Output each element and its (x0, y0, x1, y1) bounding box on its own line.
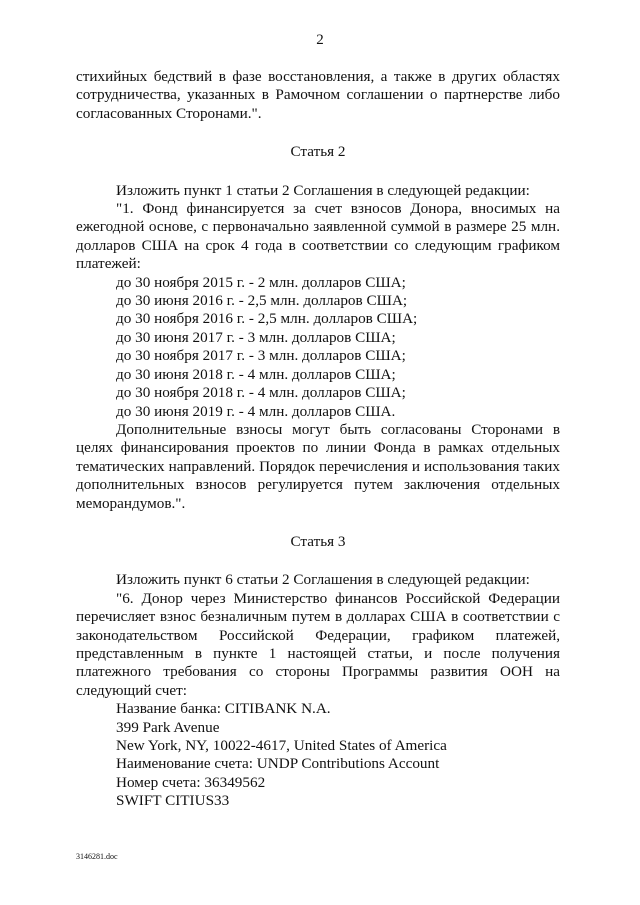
schedule-item: до 30 июня 2017 г. - 3 млн. долларов США; (116, 328, 396, 346)
bank-name: Название банка: CITIBANK N.A. (116, 700, 331, 718)
schedule-item: до 30 ноября 2016 г. - 2,5 млн. долларов США; (116, 310, 418, 328)
article-2-body: "1. Фонд финансируется за счет взносов Донора, вносимых на ежегодной основе, с первоначально заявленной суммой в размере 25 млн. долларов США на срок 4 года в соответствии со следующим графиком платежей: (76, 200, 560, 273)
top-paragraph: стихийных бедствий в фазе восстановления, а также в других областях сотрудничества, указанных в Рамочном соглашении о партнерстве либо согласованных Сторонами.". (76, 68, 560, 122)
schedule-item: до 30 ноября 2015 г. - 2 млн. долларов США; (116, 273, 406, 291)
schedule-item: до 30 июня 2018 г. - 4 млн. долларов США; (116, 365, 396, 383)
file-name-footer: 3146281.doc (76, 852, 118, 861)
bank-city: New York, NY, 10022-4617, United States of America (116, 737, 447, 754)
schedule-item: до 30 ноября 2017 г. - 3 млн. долларов США; (116, 347, 406, 365)
page-number: 2 (316, 32, 324, 48)
article-3-body: "6. Донор через Министерство финансов Российской Федерации перечисляет взнос безналичным путем в долларах США в соответствии с законодательством Российской Федерации, графиком платежей, представленным в пункте 1 настоящей статьи, и после получения платежного требования со стороны Программы развития ООН на следующий счет: (76, 589, 560, 699)
article-2-intro: Изложить пункт 1 статьи 2 Соглашения в следующей редакции: (116, 181, 530, 199)
payment-schedule (76, 274, 560, 421)
schedule-item: до 30 июня 2016 г. - 2,5 млн. долларов США; (116, 292, 408, 310)
article-2-additional: Дополнительные взносы могут быть согласованы Сторонами в целях финансирования проектов по линии Фонда в рамках отдельных тематических направлений. Порядок перечисления и использования таких дополнительных взносов регулируется путем заключения отдельных меморандумов.". (76, 420, 560, 512)
document-body (76, 68, 560, 811)
schedule-item: до 30 июня 2019 г. - 4 млн. долларов США. (116, 402, 396, 420)
article-2-title: Статья 2 (290, 143, 346, 161)
swift-code: SWIFT CITIUS33 (116, 792, 230, 810)
schedule-item: до 30 ноября 2018 г. - 4 млн. долларов США; (116, 384, 406, 402)
article-3-title: Статья 3 (290, 532, 346, 550)
article-3-intro: Изложить пункт 6 статьи 2 Соглашения в следующей редакции: (116, 571, 530, 589)
account-number: Номер счета: 36349562 (116, 773, 266, 791)
bank-details (76, 700, 560, 810)
bank-street: 399 Park Avenue (116, 718, 220, 736)
account-name: Наименование счета: UNDP Contributions Account (116, 755, 440, 773)
